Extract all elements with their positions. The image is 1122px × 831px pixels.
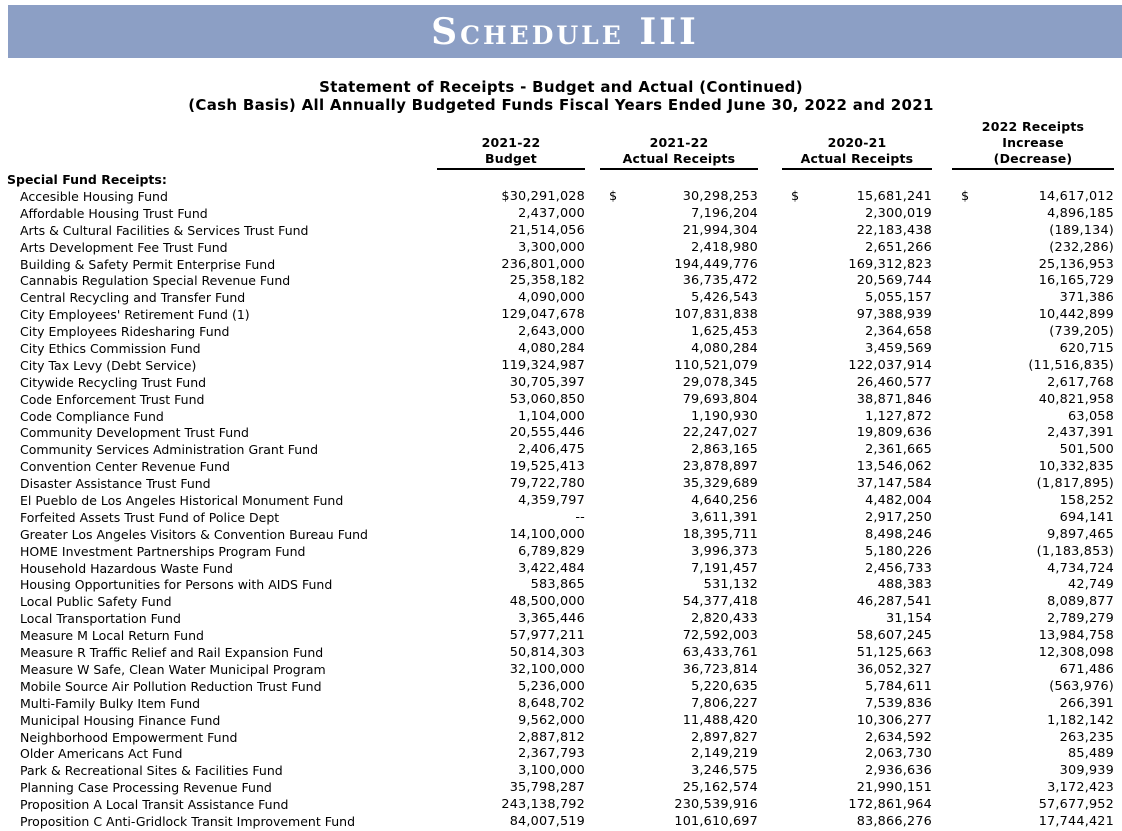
table-row	[8, 476, 1114, 493]
actual-receipts-2122-value: 21,994,304	[682, 222, 758, 238]
table-row	[8, 392, 1114, 409]
budget-value: 5,236,000	[518, 678, 585, 694]
actual-receipts-2122-value: 29,078,345	[682, 374, 758, 390]
budget-value: 2,437,000	[518, 205, 585, 221]
actual-receipts-2021-value: 38,871,846	[856, 391, 932, 407]
subtitle-line-1: Statement of Receipts - Budget and Actual (Continued)	[319, 78, 803, 96]
page-title: Schedule III	[431, 10, 699, 53]
increase-decrease-value: 17,744,421	[1038, 813, 1114, 829]
increase-decrease-value: (189,134)	[1049, 222, 1114, 238]
increase-decrease-value: 4,896,185	[1047, 205, 1114, 221]
column-header-line: 2021-22	[481, 135, 541, 150]
budget-value: 4,080,284	[518, 341, 585, 357]
table-row	[8, 358, 1114, 375]
budget-value: 9,562,000	[518, 712, 585, 728]
budget-value: 50,814,303	[509, 645, 585, 661]
actual-receipts-2021-value: 5,784,611	[865, 678, 932, 694]
actual-receipts-2021-value: 58,607,245	[856, 628, 932, 644]
table-row	[8, 324, 1114, 341]
actual-receipts-2021-value: 46,287,541	[856, 594, 932, 610]
fund-name: Household Hazardous Waste Fund	[20, 560, 233, 576]
table-row	[8, 409, 1114, 426]
table-row	[8, 425, 1114, 442]
actual-receipts-2122-value: 1,625,453	[691, 324, 758, 340]
column-header-line: 2021-22	[649, 135, 709, 150]
budget-value: 53,060,850	[509, 391, 585, 407]
actual-receipts-2021-value: 122,037,914	[848, 357, 932, 373]
actual-receipts-2122-value: 5,220,635	[691, 678, 758, 694]
fund-name: Community Services Administration Grant Fund	[20, 442, 319, 458]
actual-receipts-2021-value: 172,861,964	[848, 797, 932, 813]
actual-receipts-2122-value: 2,863,165	[691, 442, 758, 458]
increase-decrease-value: (1,183,853)	[1036, 543, 1114, 559]
fund-name: City Employees Ridesharing Fund	[20, 324, 230, 340]
actual-receipts-2021-value: 20,569,744	[856, 273, 932, 289]
fund-name: Park & Recreational Sites & Facilities Fund	[20, 763, 283, 779]
budget-value: 2,367,793	[518, 746, 585, 762]
fund-name: Code Compliance Fund	[20, 408, 164, 424]
table-row	[8, 206, 1114, 223]
budget-value: 2,406,475	[518, 442, 585, 458]
budget-value: 79,722,780	[509, 476, 585, 492]
increase-decrease-value: 8,089,877	[1047, 594, 1114, 610]
increase-decrease-value: 57,677,952	[1038, 797, 1114, 813]
fund-name: Older Americans Act Fund	[20, 746, 183, 762]
table-row	[8, 510, 1114, 527]
actual-receipts-2122-value: 3,246,575	[691, 763, 758, 779]
table-row	[8, 561, 1114, 578]
fund-name: Accesible Housing Fund	[20, 189, 168, 204]
column-header-line: (Decrease)	[993, 151, 1073, 166]
budget-value: 3,365,446	[518, 611, 585, 627]
table-row	[8, 273, 1114, 290]
table-row	[8, 594, 1114, 611]
increase-decrease-value: 620,715	[1059, 341, 1114, 357]
actual-receipts-2021-value: $ 15,681,241	[791, 189, 932, 204]
increase-decrease-value: 263,235	[1059, 729, 1114, 745]
actual-receipts-2021-value: 1,127,872	[865, 408, 932, 424]
column-header-line: Budget	[485, 151, 537, 166]
actual-receipts-2021-value: 83,866,276	[856, 813, 932, 829]
actual-receipts-2122-value: 23,878,897	[682, 459, 758, 475]
budget-value: 4,090,000	[518, 290, 585, 306]
budget-value: 3,300,000	[518, 239, 585, 255]
fund-name: Proposition C Anti-Gridlock Transit Improvement Fund	[20, 813, 355, 829]
table-row	[8, 628, 1114, 645]
budget-value: 2,643,000	[518, 324, 585, 340]
actual-receipts-2122-value: 101,610,697	[674, 813, 758, 829]
fund-name: City Employees' Retirement Fund (1)	[20, 307, 250, 323]
table-row	[8, 645, 1114, 662]
actual-receipts-2021-value: 51,125,663	[856, 645, 932, 661]
document-subtitle	[0, 78, 1122, 114]
budget-value: 3,422,484	[518, 560, 585, 576]
table-row	[8, 375, 1114, 392]
actual-receipts-2122-value: 2,820,433	[691, 611, 758, 627]
column-header-line: 2022 Receipts	[981, 119, 1085, 134]
increase-decrease-value: 2,437,391	[1047, 425, 1114, 441]
column-header-budget-2122	[437, 118, 585, 170]
fund-name: Building & Safety Permit Enterprise Fund	[20, 256, 276, 272]
fund-name: El Pueblo de Los Angeles Historical Monument Fund	[20, 493, 344, 509]
table-row	[8, 290, 1114, 307]
budget-value: 84,007,519	[509, 813, 585, 829]
table-header	[8, 118, 1114, 170]
actual-receipts-2021-value: 21,990,151	[856, 780, 932, 796]
table-row	[8, 814, 1114, 831]
table-row	[8, 240, 1114, 257]
budget-value: 119,324,987	[501, 357, 585, 373]
increase-decrease-value: 2,617,768	[1047, 374, 1114, 390]
fund-name: Citywide Recycling Trust Fund	[20, 374, 207, 390]
fund-name: Disaster Assistance Trust Fund	[20, 476, 211, 492]
actual-receipts-2122-value: 63,433,761	[682, 645, 758, 661]
actual-receipts-2021-value: 4,482,004	[865, 493, 932, 509]
increase-decrease-value: 671,486	[1059, 661, 1114, 677]
fund-name: Proposition A Local Transit Assistance Fund	[20, 797, 289, 813]
table-row	[8, 679, 1114, 696]
fund-name: Multi-Family Bulky Item Fund	[20, 695, 201, 711]
budget-value: $30,291,028	[501, 189, 585, 204]
increase-decrease-value: (11,516,835)	[1028, 357, 1114, 373]
actual-receipts-2021-value: 2,456,733	[865, 560, 932, 576]
actual-receipts-2122-value: 25,162,574	[682, 780, 758, 796]
fund-name: Municipal Housing Finance Fund	[20, 712, 221, 728]
increase-decrease-value: (563,976)	[1049, 678, 1114, 694]
actual-receipts-2021-value: 22,183,438	[856, 222, 932, 238]
increase-decrease-value: (232,286)	[1049, 239, 1114, 255]
section-heading: Special Fund Receipts:	[7, 172, 167, 187]
budget-value: 4,359,797	[518, 493, 585, 509]
actual-receipts-2122-value: 4,080,284	[691, 341, 758, 357]
actual-receipts-2122-value: 1,190,930	[691, 408, 758, 424]
increase-decrease-value: 3,172,423	[1047, 780, 1114, 796]
increase-decrease-value: 158,252	[1059, 493, 1114, 509]
actual-receipts-2122-value: 5,426,543	[691, 290, 758, 306]
schedule-banner	[8, 5, 1122, 58]
subtitle-line-2: (Cash Basis) All Annually Budgeted Funds Fiscal Years Ended June 30, 2022 and 2021	[188, 96, 934, 114]
budget-value: 6,789,829	[518, 543, 585, 559]
fund-name: Mobile Source Air Pollution Reduction Trust Fund	[20, 678, 322, 694]
actual-receipts-2122-value: 11,488,420	[682, 712, 758, 728]
fund-name: Arts & Cultural Facilities & Services Trust Fund	[20, 222, 309, 238]
fund-name: Measure R Traffic Relief and Rail Expansion Fund	[20, 645, 324, 661]
actual-receipts-2021-value: 2,063,730	[865, 746, 932, 762]
increase-decrease-value: 13,984,758	[1038, 628, 1114, 644]
table-row	[8, 611, 1114, 628]
table-row	[8, 713, 1114, 730]
actual-receipts-2122-value: $ 30,298,253	[609, 189, 758, 204]
budget-value: 129,047,678	[501, 307, 585, 323]
dollar-sign: $	[791, 189, 800, 204]
increase-decrease-value: 266,391	[1059, 695, 1114, 711]
table-row	[8, 797, 1114, 814]
actual-receipts-2122-value: 4,640,256	[691, 493, 758, 509]
actual-receipts-2122-value: 3,996,373	[691, 543, 758, 559]
fund-name: Forfeited Assets Trust Fund of Police Dept	[20, 509, 280, 525]
table-row	[8, 763, 1114, 780]
actual-receipts-2122-value: 18,395,711	[682, 526, 758, 542]
table-row	[8, 307, 1114, 324]
budget-value: 21,514,056	[509, 222, 585, 238]
fund-name: Cannabis Regulation Special Revenue Fund	[20, 273, 291, 289]
budget-value: 57,977,211	[509, 628, 585, 644]
actual-receipts-2021-value: 2,364,658	[865, 324, 932, 340]
actual-receipts-2021-value: 5,055,157	[865, 290, 932, 306]
increase-decrease-value: 1,182,142	[1047, 712, 1114, 728]
fund-name: HOME Investment Partnerships Program Fund	[20, 543, 306, 559]
increase-decrease-value: 16,165,729	[1038, 273, 1114, 289]
table-row	[8, 780, 1114, 797]
fund-name: Measure W Safe, Clean Water Municipal Program	[20, 661, 326, 677]
actual-receipts-2122-value: 110,521,079	[674, 357, 758, 373]
dollar-sign: $	[609, 189, 618, 204]
actual-receipts-2021-value: 488,383	[877, 577, 932, 593]
table-row	[8, 341, 1114, 358]
dollar-sign: $	[961, 189, 970, 204]
increase-decrease-value: 10,442,899	[1038, 307, 1114, 323]
budget-value: 32,100,000	[509, 661, 585, 677]
actual-receipts-2021-value: 7,539,836	[865, 695, 932, 711]
actual-receipts-2122-value: 35,329,689	[682, 476, 758, 492]
actual-receipts-2122-value: 107,831,838	[674, 307, 758, 323]
budget-value: 20,555,446	[509, 425, 585, 441]
fund-name: City Tax Levy (Debt Service)	[20, 357, 197, 373]
increase-decrease-value: 63,058	[1068, 408, 1114, 424]
actual-receipts-2122-value: 7,191,457	[691, 560, 758, 576]
column-header-line: Actual Receipts	[800, 151, 914, 166]
fund-name: Community Development Trust Fund	[20, 425, 249, 441]
column-header-line: Increase	[1002, 135, 1064, 150]
actual-receipts-2122-value: 194,449,776	[674, 256, 758, 272]
table-row	[8, 577, 1114, 594]
fund-name: Housing Opportunities for Persons with AIDS Fund	[20, 577, 333, 593]
actual-receipts-2021-value: 97,388,939	[856, 307, 932, 323]
fund-name: Neighborhood Empowerment Fund	[20, 729, 238, 745]
table-row	[8, 223, 1114, 240]
increase-decrease-value: 25,136,953	[1038, 256, 1114, 272]
actual-receipts-2122-value: 22,247,027	[682, 425, 758, 441]
table-row	[8, 662, 1114, 679]
budget-value: 19,525,413	[509, 459, 585, 475]
actual-receipts-2122-value: 79,693,804	[682, 391, 758, 407]
fund-name: Arts Development Fee Trust Fund	[20, 239, 228, 255]
actual-receipts-2122-value: 36,723,814	[682, 661, 758, 677]
budget-value: 25,358,182	[509, 273, 585, 289]
budget-value: 1,104,000	[518, 408, 585, 424]
increase-decrease-value: 371,386	[1059, 290, 1114, 306]
column-header-actual-2122	[600, 118, 758, 170]
table-row	[8, 189, 1114, 206]
increase-decrease-value: (1,817,895)	[1036, 476, 1114, 492]
actual-receipts-2122-value: 2,418,980	[691, 239, 758, 255]
actual-receipts-2021-value: 10,306,277	[856, 712, 932, 728]
increase-decrease-value: (739,205)	[1049, 324, 1114, 340]
table-row	[8, 459, 1114, 476]
actual-receipts-2021-value: 26,460,577	[856, 374, 932, 390]
actual-receipts-2122-value: 7,806,227	[691, 695, 758, 711]
actual-receipts-2021-value: 2,300,019	[865, 205, 932, 221]
column-header-actual-2021	[782, 118, 932, 170]
actual-receipts-2122-value: 54,377,418	[682, 594, 758, 610]
table-row	[8, 493, 1114, 510]
increase-decrease-value: 85,489	[1068, 746, 1114, 762]
increase-decrease-value: 309,939	[1059, 763, 1114, 779]
fund-name: Greater Los Angeles Visitors & Convention Bureau Fund	[20, 526, 368, 542]
column-header-line: 2020-21	[827, 135, 887, 150]
increase-decrease-value: 694,141	[1059, 509, 1114, 525]
fund-name: Central Recycling and Transfer Fund	[20, 290, 246, 306]
budget-value: 236,801,000	[501, 256, 585, 272]
fund-name: Measure M Local Return Fund	[20, 628, 204, 644]
table-row	[8, 696, 1114, 713]
actual-receipts-2021-value: 13,546,062	[856, 459, 932, 475]
budget-value: 2,887,812	[518, 729, 585, 745]
actual-receipts-2021-value: 169,312,823	[848, 256, 932, 272]
receipts-table	[8, 118, 1114, 831]
actual-receipts-2122-value: 36,735,472	[682, 273, 758, 289]
fund-name: Planning Case Processing Revenue Fund	[20, 780, 272, 796]
actual-receipts-2021-value: 8,498,246	[865, 526, 932, 542]
actual-receipts-2122-value: 2,149,219	[691, 746, 758, 762]
table-row	[8, 527, 1114, 544]
increase-decrease-value: 10,332,835	[1038, 459, 1114, 475]
column-header-increase-decrease	[952, 118, 1114, 170]
actual-receipts-2021-value: 2,361,665	[865, 442, 932, 458]
fund-name: City Ethics Commission Fund	[20, 341, 201, 357]
budget-value: --	[575, 509, 585, 525]
budget-value: 8,648,702	[518, 695, 585, 711]
fund-name: Local Public Safety Fund	[20, 594, 172, 610]
actual-receipts-2122-value: 3,611,391	[691, 509, 758, 525]
actual-receipts-2122-value: 230,539,916	[674, 797, 758, 813]
increase-decrease-value: 9,897,465	[1047, 526, 1114, 542]
increase-decrease-value: 2,789,279	[1047, 611, 1114, 627]
increase-decrease-value: 12,308,098	[1038, 645, 1114, 661]
increase-decrease-value: 501,500	[1059, 442, 1114, 458]
budget-value: 243,138,792	[501, 797, 585, 813]
table-row	[8, 442, 1114, 459]
actual-receipts-2021-value: 37,147,584	[856, 476, 932, 492]
actual-receipts-2021-value: 2,634,592	[865, 729, 932, 745]
actual-receipts-2122-value: 531,132	[703, 577, 758, 593]
budget-value: 35,798,287	[509, 780, 585, 796]
actual-receipts-2021-value: 2,936,636	[865, 763, 932, 779]
increase-decrease-value: 40,821,958	[1038, 391, 1114, 407]
budget-value: 583,865	[530, 577, 585, 593]
budget-value: 48,500,000	[509, 594, 585, 610]
increase-decrease-value: $ 14,617,012	[961, 189, 1114, 204]
increase-decrease-value: 4,734,724	[1047, 560, 1114, 576]
increase-decrease-value: 42,749	[1068, 577, 1114, 593]
budget-value: 30,705,397	[509, 374, 585, 390]
actual-receipts-2122-value: 7,196,204	[691, 205, 758, 221]
table-row	[8, 544, 1114, 561]
fund-name: Convention Center Revenue Fund	[20, 459, 230, 475]
actual-receipts-2021-value: 5,180,226	[865, 543, 932, 559]
fund-name: Affordable Housing Trust Fund	[20, 205, 208, 221]
budget-value: 3,100,000	[518, 763, 585, 779]
fund-name: Code Enforcement Trust Fund	[20, 391, 205, 407]
actual-receipts-2021-value: 31,154	[886, 611, 932, 627]
budget-value: 14,100,000	[509, 526, 585, 542]
actual-receipts-2021-value: 19,809,636	[856, 425, 932, 441]
actual-receipts-2122-value: 72,592,003	[682, 628, 758, 644]
table-body	[8, 189, 1114, 831]
actual-receipts-2021-value: 36,052,327	[856, 661, 932, 677]
actual-receipts-2021-value: 2,651,266	[865, 239, 932, 255]
actual-receipts-2021-value: 2,917,250	[865, 509, 932, 525]
table-row	[8, 730, 1114, 747]
table-row	[8, 257, 1114, 274]
column-header-line: Actual Receipts	[622, 151, 736, 166]
table-row	[8, 746, 1114, 763]
actual-receipts-2122-value: 2,897,827	[691, 729, 758, 745]
fund-name: Local Transportation Fund	[20, 611, 181, 627]
actual-receipts-2021-value: 3,459,569	[865, 341, 932, 357]
